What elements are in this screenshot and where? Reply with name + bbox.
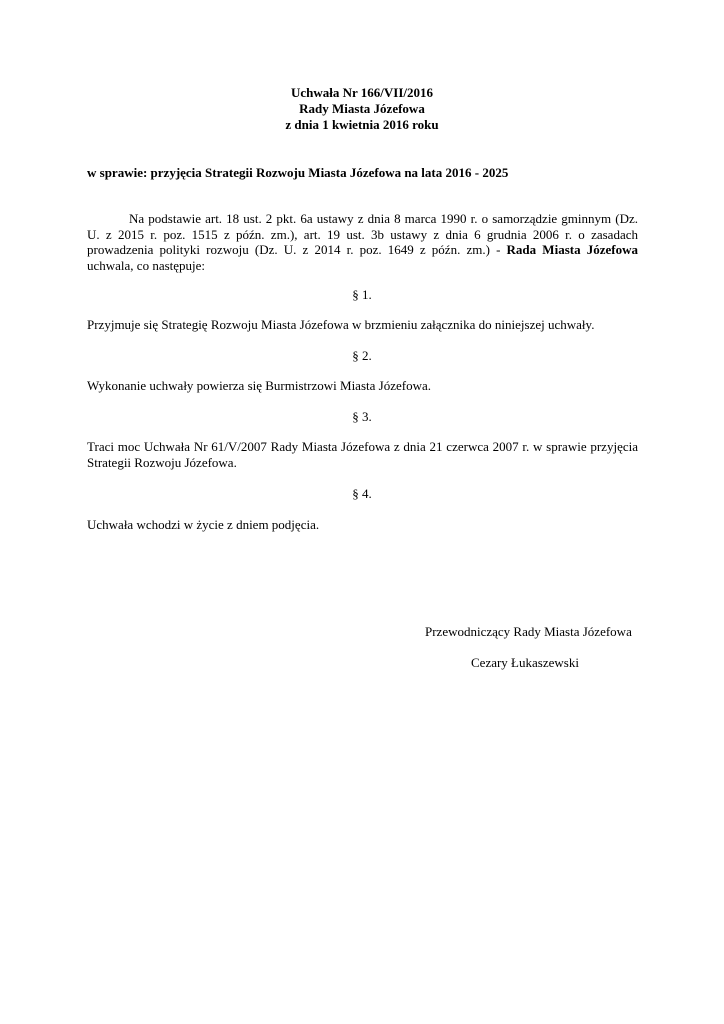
section-text-2: Wykonanie uchwały powierza się Burmistrzowi Miasta Józefowa. — [87, 378, 431, 393]
resolution-header — [0, 85, 724, 133]
resolution-subject: w sprawie: przyjęcia Strategii Rozwoju Miasta Józefowa na lata 2016 - 2025 — [87, 165, 509, 180]
section-text-3: Traci moc Uchwała Nr 61/V/2007 Rady Miasta Józefowa z dnia 21 czerwca 2007 r. w sprawie przyjęcia Strategii Rozwoju Józefowa. — [87, 439, 638, 470]
council-bold-name: Rada Miasta Józefowa — [506, 242, 638, 257]
section-mark-1: § 1. — [352, 287, 372, 302]
legal-basis-tail: uchwala, co następuje: — [87, 257, 206, 273]
resolution-number: Uchwała Nr 166/VII/2016 — [290, 85, 434, 100]
legal-basis-text: Na podstawie art. 18 ust. 2 pkt. 6a ustawy z dnia 8 marca 1990 r. o samorządzie gminnym (Dz. U. z 2015 r. poz. 1515 z późn. zm.), art. 19 ust. 3b ustawy z dnia 6 grudnia 2006 r. o zasadach prowadzenia polityki rozwoju (Dz. U. z 2014 r. poz. 1649 z późn. zm.) - — [87, 211, 638, 257]
section-text-4: Uchwała wchodzi w życie z dniem podjęcia. — [87, 517, 320, 532]
section-mark-2: § 2. — [352, 348, 372, 363]
signatory-title: Przewodniczący Rady Miasta Józefowa — [425, 624, 632, 639]
section-text-1: Przyjmuje się Strategię Rozwoju Miasta Józefowa w brzmieniu załącznika do niniejszej uchwały. — [87, 317, 595, 332]
council-name: Rady Miasta Józefowa — [299, 101, 425, 116]
signatory-name: Cezary Łukaszewski — [471, 655, 579, 670]
section-mark-3: § 3. — [352, 409, 372, 424]
section-mark-4: § 4. — [352, 486, 372, 501]
resolution-date: z dnia 1 kwietnia 2016 roku — [285, 117, 439, 132]
legal-basis-paragraph — [87, 211, 638, 273]
